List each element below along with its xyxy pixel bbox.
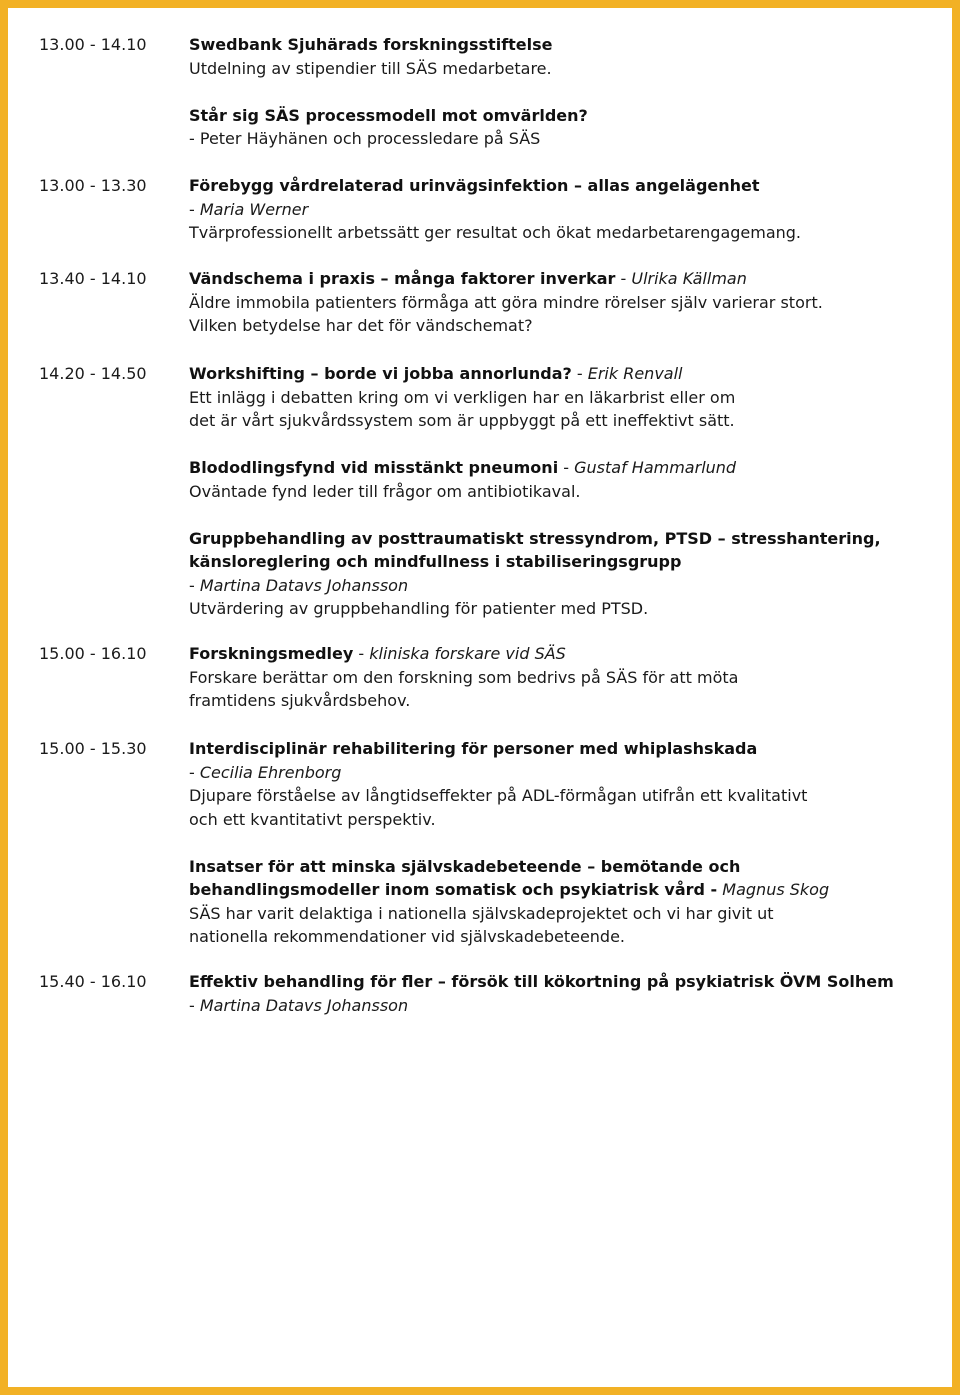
session-content — [189, 174, 939, 245]
program-item — [189, 33, 939, 80]
speaker-name: Martina Datavs Johansson — [199, 575, 409, 595]
description-text: Djupare förståelse av långtidseffekter på ADL-förmågan utifrån ett kvalitativt — [189, 786, 808, 805]
text-line — [189, 970, 939, 994]
text-line — [189, 480, 939, 504]
text-line — [189, 386, 939, 410]
session-content — [189, 362, 939, 621]
text-line — [189, 57, 939, 81]
description-text: - — [353, 644, 370, 663]
program-session — [39, 174, 939, 245]
item-title-text: Förebygg vårdrelaterad urinvägsinfektion – allas angelägenhet — [189, 176, 760, 195]
speaker-name: Cecilia Ehrenborg — [199, 762, 342, 782]
program-item — [189, 174, 939, 245]
speaker-name: Magnus Skog — [722, 880, 830, 899]
description-text: Ett inlägg i debatten kring om vi verkligen har en läkarbrist eller om — [189, 387, 736, 407]
text-line — [189, 666, 939, 690]
program-item — [189, 267, 939, 338]
item-title-text: Interdisciplinär rehabilitering för personer med whiplashskada — [189, 739, 758, 758]
text-line — [189, 902, 939, 926]
program-session — [39, 33, 939, 151]
program-item — [189, 737, 939, 831]
text-line — [189, 597, 939, 621]
program-session — [39, 970, 939, 1017]
item-title-text: Gruppbehandling av posttraumatiskt stressyndrom, PTSD – stresshantering, — [189, 528, 881, 548]
session-content — [189, 267, 939, 338]
item-title-text: Blododlingsfynd vid misstänkt pneumoni — [189, 458, 559, 477]
text-line — [189, 994, 939, 1018]
item-title-text: känsloreglering och mindfullness i stabiliseringsgrupp — [189, 552, 682, 571]
session-content — [189, 970, 939, 1017]
text-line — [189, 104, 939, 128]
text-line — [189, 878, 939, 902]
session-time: 13.00 - 13.30 — [39, 176, 147, 195]
item-title-text: Effektiv behandling för fler – försök till kökortning på psykiatrisk ÖVM Solhem — [189, 972, 894, 991]
description-text: Oväntade fynd leder till frågor om antibiotikaval. — [189, 481, 581, 501]
session-time: 15.00 - 15.30 — [39, 739, 147, 758]
text-line — [189, 550, 939, 574]
text-line — [189, 127, 939, 151]
text-line — [189, 761, 939, 785]
text-line — [189, 689, 939, 713]
text-line — [189, 409, 939, 433]
description-text: det är vårt sjukvårdssystem som är uppbyggt på ett ineffektivt sätt. — [189, 411, 735, 430]
program-session — [39, 737, 939, 949]
session-time: 15.40 - 16.10 — [39, 972, 147, 991]
item-title-text: Insatser för att minska självskadebeteende – bemötande och — [189, 856, 741, 876]
text-line — [189, 291, 939, 315]
text-line — [189, 642, 939, 666]
text-line — [189, 808, 939, 832]
item-title-text: Workshifting – borde vi jobba annorlunda? — [189, 364, 572, 383]
program-session — [39, 267, 939, 338]
text-line — [189, 456, 939, 480]
text-line — [189, 527, 939, 551]
item-title-text: Forskningsmedley — [189, 644, 354, 663]
session-time: 13.00 - 14.10 — [39, 35, 147, 54]
description-text: - — [189, 575, 200, 595]
description-text: Forskare berättar om den forskning som bedrivs på SÄS för att möta — [189, 667, 739, 687]
description-text: Vilken betydelse har det för vändschemat? — [189, 316, 533, 335]
session-time: 15.00 - 16.10 — [39, 644, 147, 663]
text-line — [189, 737, 939, 761]
text-line — [189, 174, 939, 198]
description-text: Tvärprofessionellt arbetssätt ger resultat och ökat medarbetarengagemang. — [189, 223, 802, 242]
description-text: Utdelning av stipendier till SÄS medarbetare. — [189, 58, 552, 78]
description-text: - — [189, 762, 200, 782]
program-item — [189, 642, 939, 713]
text-line — [189, 925, 939, 949]
text-line — [189, 198, 939, 222]
description-text: framtidens sjukvårdsbehov. — [189, 691, 411, 710]
description-text: SÄS har varit delaktiga i nationella självskadeprojektet och vi har givit ut — [189, 903, 774, 923]
item-title-text: Vändschema i praxis – många faktorer inverkar — [189, 269, 616, 288]
item-title-text: Står sig SÄS processmodell mot omvärlden? — [189, 105, 588, 125]
speaker-name: Ulrika Källman — [631, 269, 747, 288]
text-line — [189, 784, 939, 808]
text-line — [189, 221, 939, 245]
description-text: Äldre immobila patienters förmåga att göra mindre rörelser själv varierar stort. — [189, 292, 823, 312]
text-line — [189, 267, 939, 291]
text-line — [189, 362, 939, 386]
session-time: 14.20 - 14.50 — [39, 364, 147, 383]
speaker-name: Erik Renvall — [587, 364, 683, 383]
description-text: - — [189, 995, 200, 1015]
speaker-name: Martina Datavs Johansson — [199, 995, 409, 1015]
item-title-text: behandlingsmodeller inom somatisk och psykiatrisk vård - — [189, 880, 718, 899]
description-text: - — [571, 364, 588, 383]
text-line — [189, 33, 939, 57]
speaker-name: Maria Werner — [199, 199, 309, 219]
session-content — [189, 33, 939, 151]
text-line — [189, 574, 939, 598]
program-item — [189, 970, 939, 1017]
program-item — [189, 362, 939, 433]
session-content — [189, 642, 939, 713]
description-text: - Peter Häyhänen och processledare på SÄS — [189, 129, 541, 148]
description-text: och ett kvantitativt perspektiv. — [189, 809, 436, 829]
description-text: - — [558, 458, 575, 477]
text-line — [189, 314, 939, 338]
program-session — [39, 362, 939, 621]
speaker-name: Gustaf Hammarlund — [574, 458, 737, 477]
program-item — [189, 527, 939, 621]
program-item — [189, 855, 939, 949]
speaker-name: kliniska forskare vid SÄS — [369, 644, 566, 663]
session-time: 13.40 - 14.10 — [39, 269, 147, 288]
item-title-text: Swedbank Sjuhärads forskningsstiftelse — [189, 35, 553, 54]
description-text: nationella rekommendationer vid självskadebeteende. — [189, 927, 626, 946]
description-text: Utvärdering av gruppbehandling för patienter med PTSD. — [189, 599, 649, 618]
text-line — [189, 855, 939, 879]
program-item — [189, 104, 939, 151]
description-text: - — [615, 269, 632, 288]
program-session — [39, 642, 939, 713]
session-content — [189, 737, 939, 949]
program-item — [189, 456, 939, 503]
description-text: - — [189, 199, 200, 219]
